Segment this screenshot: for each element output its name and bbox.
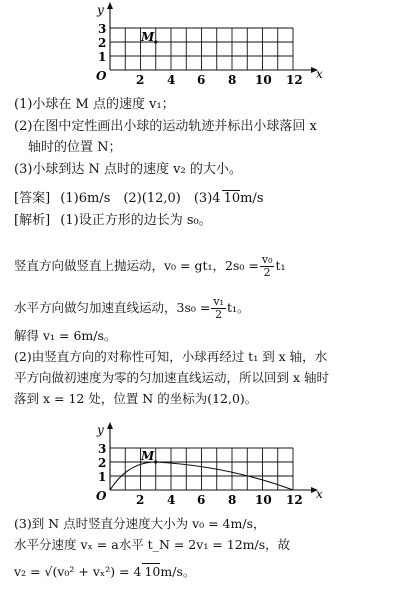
x-tick-4: 4 [167,493,176,507]
origin-label: O [96,69,107,83]
analysis-line [14,213,212,229]
origin-label: O [96,489,107,503]
answer-tag: [答案] [14,191,51,206]
answer-sqrt: 10 [223,191,241,206]
fraction-v1-over-2 [211,296,226,321]
y-tick-1: 1 [98,470,107,484]
part3-line-b: 水平分速度 vₓ = a水平 t_N = 2v₁ = 12m/s，故 [14,537,291,552]
part3-formula: v₂ = √(v₀² + vₓ²) = 4 [14,564,142,579]
point-m-label: M [141,30,155,44]
x-tick-12: 12 [286,73,303,87]
x-tick-6: 6 [197,73,206,87]
fraction-numerator: v₀ [261,253,273,266]
x-tick-12: 12 [286,493,303,507]
vertical-motion-text: 竖直方向做竖直上抛运动，v₀ = gt₁，2s₀ = [14,258,259,273]
y-axis-label: y [97,3,104,17]
x-tick-6: 6 [197,493,206,507]
y-tick-1: 1 [98,50,107,64]
part3-line-a: (3)到 N 点时竖直分速度大小为 v₀ = 4m/s， [14,516,266,531]
x-tick-2: 2 [136,493,145,507]
x-tick-4: 4 [167,73,176,87]
x-tick-10: 10 [255,73,272,87]
horizontal-motion-text: 水平方向做匀加速直线运动，3s₀ = [14,300,211,315]
answer-line [14,190,264,207]
x-axis-label: x [316,487,323,501]
fraction-numerator: v₁ [213,295,224,308]
x-axis-label: x [316,67,323,81]
fraction-v0-over-2 [260,254,275,279]
fraction-denominator: 2 [263,266,271,279]
solve-line: 解得 v₁ = 6m/s。 [14,328,117,343]
y-tick-3: 3 [98,442,107,456]
y-tick-2: 2 [98,36,107,50]
question-1: (1)小球在 M 点的速度 v₁； [14,97,175,112]
horizontal-motion-tail: t₁。 [226,300,250,315]
question-3: (3)小球到达 N 点时的速度 v₂ 的大小。 [14,162,242,177]
part2-line-a: (2)由竖直方向的对称性可知，小球再经过 t₁ 到 x 轴，水 [14,349,328,364]
y-tick-2: 2 [98,456,107,470]
vertical-motion-line [14,254,286,279]
question-2b: 轴时的位置 N； [28,140,122,155]
x-tick-10: 10 [255,493,272,507]
part3-unit: m/s。 [160,564,196,579]
part3-line-c [14,563,195,580]
point-m-label: M [141,449,155,463]
analysis-text: (1)设正方形的边长为 s₀。 [60,213,212,228]
question-2a: (2)在图中定性画出小球的运动轨迹并标出小球落回 x [14,119,317,134]
x-tick-8: 8 [228,493,237,507]
horizontal-motion-line [14,296,250,321]
figure-grid-1 [78,0,328,88]
y-axis-label: y [97,423,104,437]
part2-line-b: 平方向做初速度为零的匀加速直线运动，所以回到 x 轴时 [14,370,329,385]
y-tick-3: 3 [98,22,107,36]
answer-text: (1)6m/s (2)(12,0) (3)4 [60,191,221,206]
figure-trajectory-2 [78,420,328,508]
part3-sqrt: 10 [144,564,161,579]
analysis-tag: [解析] [14,213,51,228]
part2-line-c: 落到 x = 12 处，位置 N 的坐标为(12,0)。 [14,391,258,406]
x-tick-2: 2 [136,73,145,87]
x-tick-8: 8 [228,73,237,87]
answer-unit: m/s [240,191,264,206]
vertical-motion-tail: t₁ [275,258,286,273]
fraction-denominator: 2 [215,308,223,321]
